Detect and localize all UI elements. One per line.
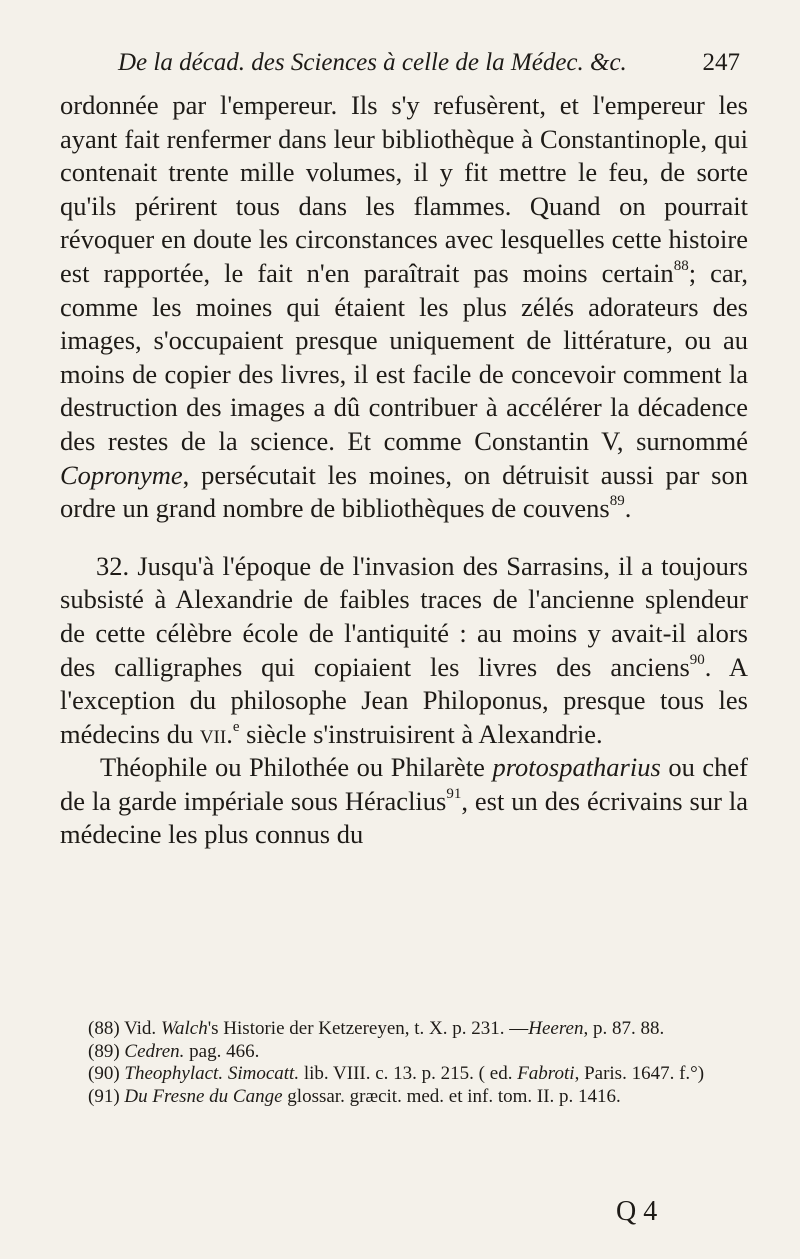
paragraph-32: 32. Jusqu'à l'époque de l'invasion des Sarrasins, il a toujours subsisté à Alexandrie de faibles traces de l'ancienne splendeur de cette célèbre école de l'antiquité : au moins y avait-il alors des calligraphes qui copiaient les livres des anciens$^{90}$. A l'exception du philosophe Jean Philoponus, presque tous les médecins du vii.$^e$ siècle s'instruisirent à Alexandrie. [60,550,748,749]
footnote-91: (91) Du Fresne du Cange glossar. græcit. med. et inf. tom. II. p. 1416. [88,1085,621,1107]
signature-mark: Q 4 [616,1196,658,1227]
footnote-89: (89) Cedren. pag. 466. [88,1040,260,1062]
italic-protospatharius: protospatharius [492,752,661,783]
note-ref-91: 91 [446,785,462,802]
paragraph-theophile: Théophile ou Philothée ou Philarète protospatharius ou chef de la garde impériale sous Héraclius$^{91}$, est un des écrivains sur la médecine les plus connus du [60,752,748,850]
note-ref-89: 89 [609,493,625,510]
italic-copronyme: Copronyme [60,459,183,490]
main-text [60,89,748,852]
running-header [118,48,740,78]
paragraph-1: ordonnée par l'empereur. Ils s'y refusèrent, et l'empereur les ayant fait renfermer dans leur bibliothèque à Constantinople, qui contenait trente mille volumes, il y fit mettre le feu, de sorte qu'ils périrent tous dans les flammes. Quand on pourrait révoquer en doute les circonstances avec lesquelles cette histoire est rapportée, le fait n'en paraîtrait pas moins certain$^{88}$; car, comme les moines qui étaient les plus zélés adorateurs des images, s'occupaient presque uniquement de littérature, ou au moins de copier des livres, il est facile de concevoir comment la destruction des images a dû contribuer à accélérer la décadence des restes de la science. Et comme Constantin V, surnommé Copronyme, persécutait les moines, on détruisit aussi par son ordre un grand nombre de bibliothèques de couvens$^{89}$. [60,90,748,524]
note-ref-88: 88 [673,257,689,274]
running-title: De la décad. des Sciences à celle de la Médec. &c. [118,49,627,76]
page-number: 247 [702,49,740,76]
footnote-90: (90) Theophylact. Simocatt. lib. VIII. c. 13. p. 215. ( ed. Fabroti, Paris. 1647. f.°) [88,1063,705,1084]
footnote-88: (88) Vid. Walch's Historie der Ketzereyen, t. X. p. 231. —Heeren, p. 87. 88. [88,1018,665,1039]
note-ref-90: 90 [689,651,705,668]
footnotes [66,1018,750,1108]
century-numeral: vii. [199,718,233,749]
